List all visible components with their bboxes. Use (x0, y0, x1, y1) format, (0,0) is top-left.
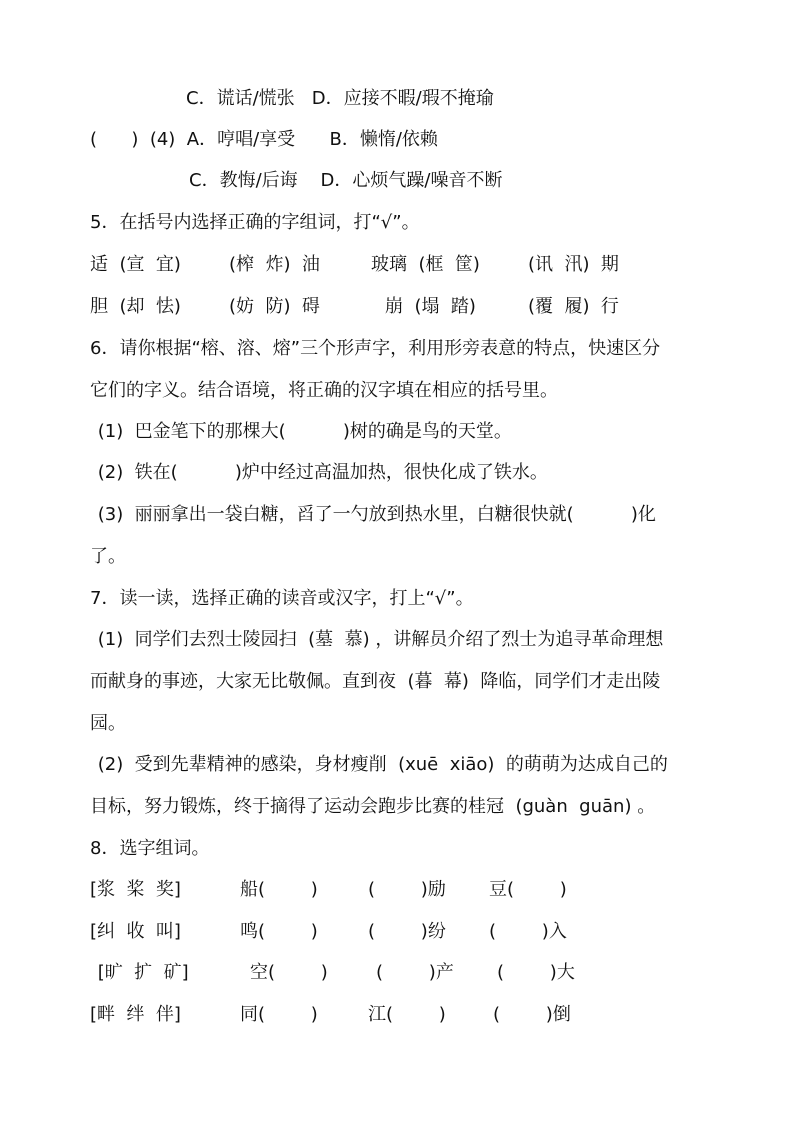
q6-item-1: (1) 巴金笔下的那棵大( )树的确是鸟的天堂。 (92, 421, 512, 442)
q5-word-cell: (覆 履) 行 (528, 296, 619, 317)
q8-blank-cell: 同( ) (240, 1004, 318, 1025)
q5-word-cell: 适 (宣 宜) (90, 254, 181, 275)
q5-word-cell: (讯 汛) 期 (528, 254, 619, 275)
q8-char-group: [浆 桨 奖] (90, 879, 181, 900)
q8-blank-cell: 空( ) (250, 962, 328, 983)
q6-title-line-1: 6．请你根据“榕、溶、熔”三个形声字，利用形旁表意的特点，快速区分 (90, 338, 661, 359)
q8-blank-cell: 豆( ) (489, 879, 567, 900)
q8-blank-cell: ( )励 (368, 879, 446, 900)
q5-word-cell: (妨 防) 碍 (229, 296, 320, 317)
q8-blank-cell: 船( ) (240, 879, 318, 900)
q8-blank-cell: 鸣( ) (240, 921, 318, 942)
q7-p2-line-2: 目标，努力锻炼，终于摘得了运动会跑步比赛的桂冠 (guàn guān) 。 (90, 796, 656, 817)
q8-blank-cell: ( )纷 (368, 921, 446, 942)
q6-item-3-line-2: 了。 (90, 546, 126, 567)
q8-title: 8．选字组词。 (90, 838, 210, 859)
q8-blank-cell: ( )入 (489, 921, 567, 942)
q8-blank-cell: ( )大 (497, 962, 575, 983)
q8-char-group: [畔 绊 伴] (90, 1004, 181, 1025)
q6-item-3-line-1: (3) 丽丽拿出一袋白糖，舀了一勺放到热水里，白糖很快就( )化 (92, 504, 656, 525)
q7-p1-line-2: 而献身的事迹，大家无比敬佩。直到夜 (暮 幕) 降临，同学们才走出陵 (90, 671, 661, 692)
q7-p1-line-3: 园。 (90, 713, 126, 734)
q5-word-cell: (榨 炸) 油 (229, 254, 320, 275)
q6-item-2: (2) 铁在( )炉中经过高温加热，很快化成了铁水。 (92, 462, 548, 483)
q8-blank-cell: ( )倒 (493, 1004, 571, 1025)
q7-title: 7．读一读，选择正确的读音或汉字，打上“√”。 (90, 588, 474, 609)
q5-word-cell: 胆 (却 怯) (90, 296, 181, 317)
q5-word-cell: 玻璃 (框 筐) (371, 254, 480, 275)
q4-item-4-row: ( ) (4) A．哼唱/享受 B．懒惰/依赖 (90, 129, 438, 150)
q8-blank-cell: ( )产 (376, 962, 454, 983)
q4-option-row-3: C．教悔/后诲 D．心烦气躁/噪音不断 (189, 170, 503, 191)
q8-char-group: [纠 收 叫] (90, 921, 181, 942)
q7-p2-line-1: (2) 受到先辈精神的感染，身材瘦削 (xuē xiāo) 的萌萌为达成自己的 (92, 754, 668, 775)
q5-title: 5．在括号内选择正确的字组词，打“√”。 (90, 212, 420, 233)
q4-option-row-1: C．谎话/慌张 D．应接不暇/瑕不掩瑜 (186, 88, 494, 109)
q8-blank-cell: 江( ) (368, 1004, 446, 1025)
q5-word-cell: 崩 (塌 踏) (385, 296, 476, 317)
q6-title-line-2: 它们的字义。结合语境，将正确的汉字填在相应的括号里。 (90, 380, 558, 401)
q8-char-group: [旷 扩 矿] (92, 962, 189, 983)
q7-p1-line-1: (1) 同学们去烈士陵园扫 (墓 慕) ，讲解员介绍了烈士为追寻革命理想 (92, 629, 664, 650)
